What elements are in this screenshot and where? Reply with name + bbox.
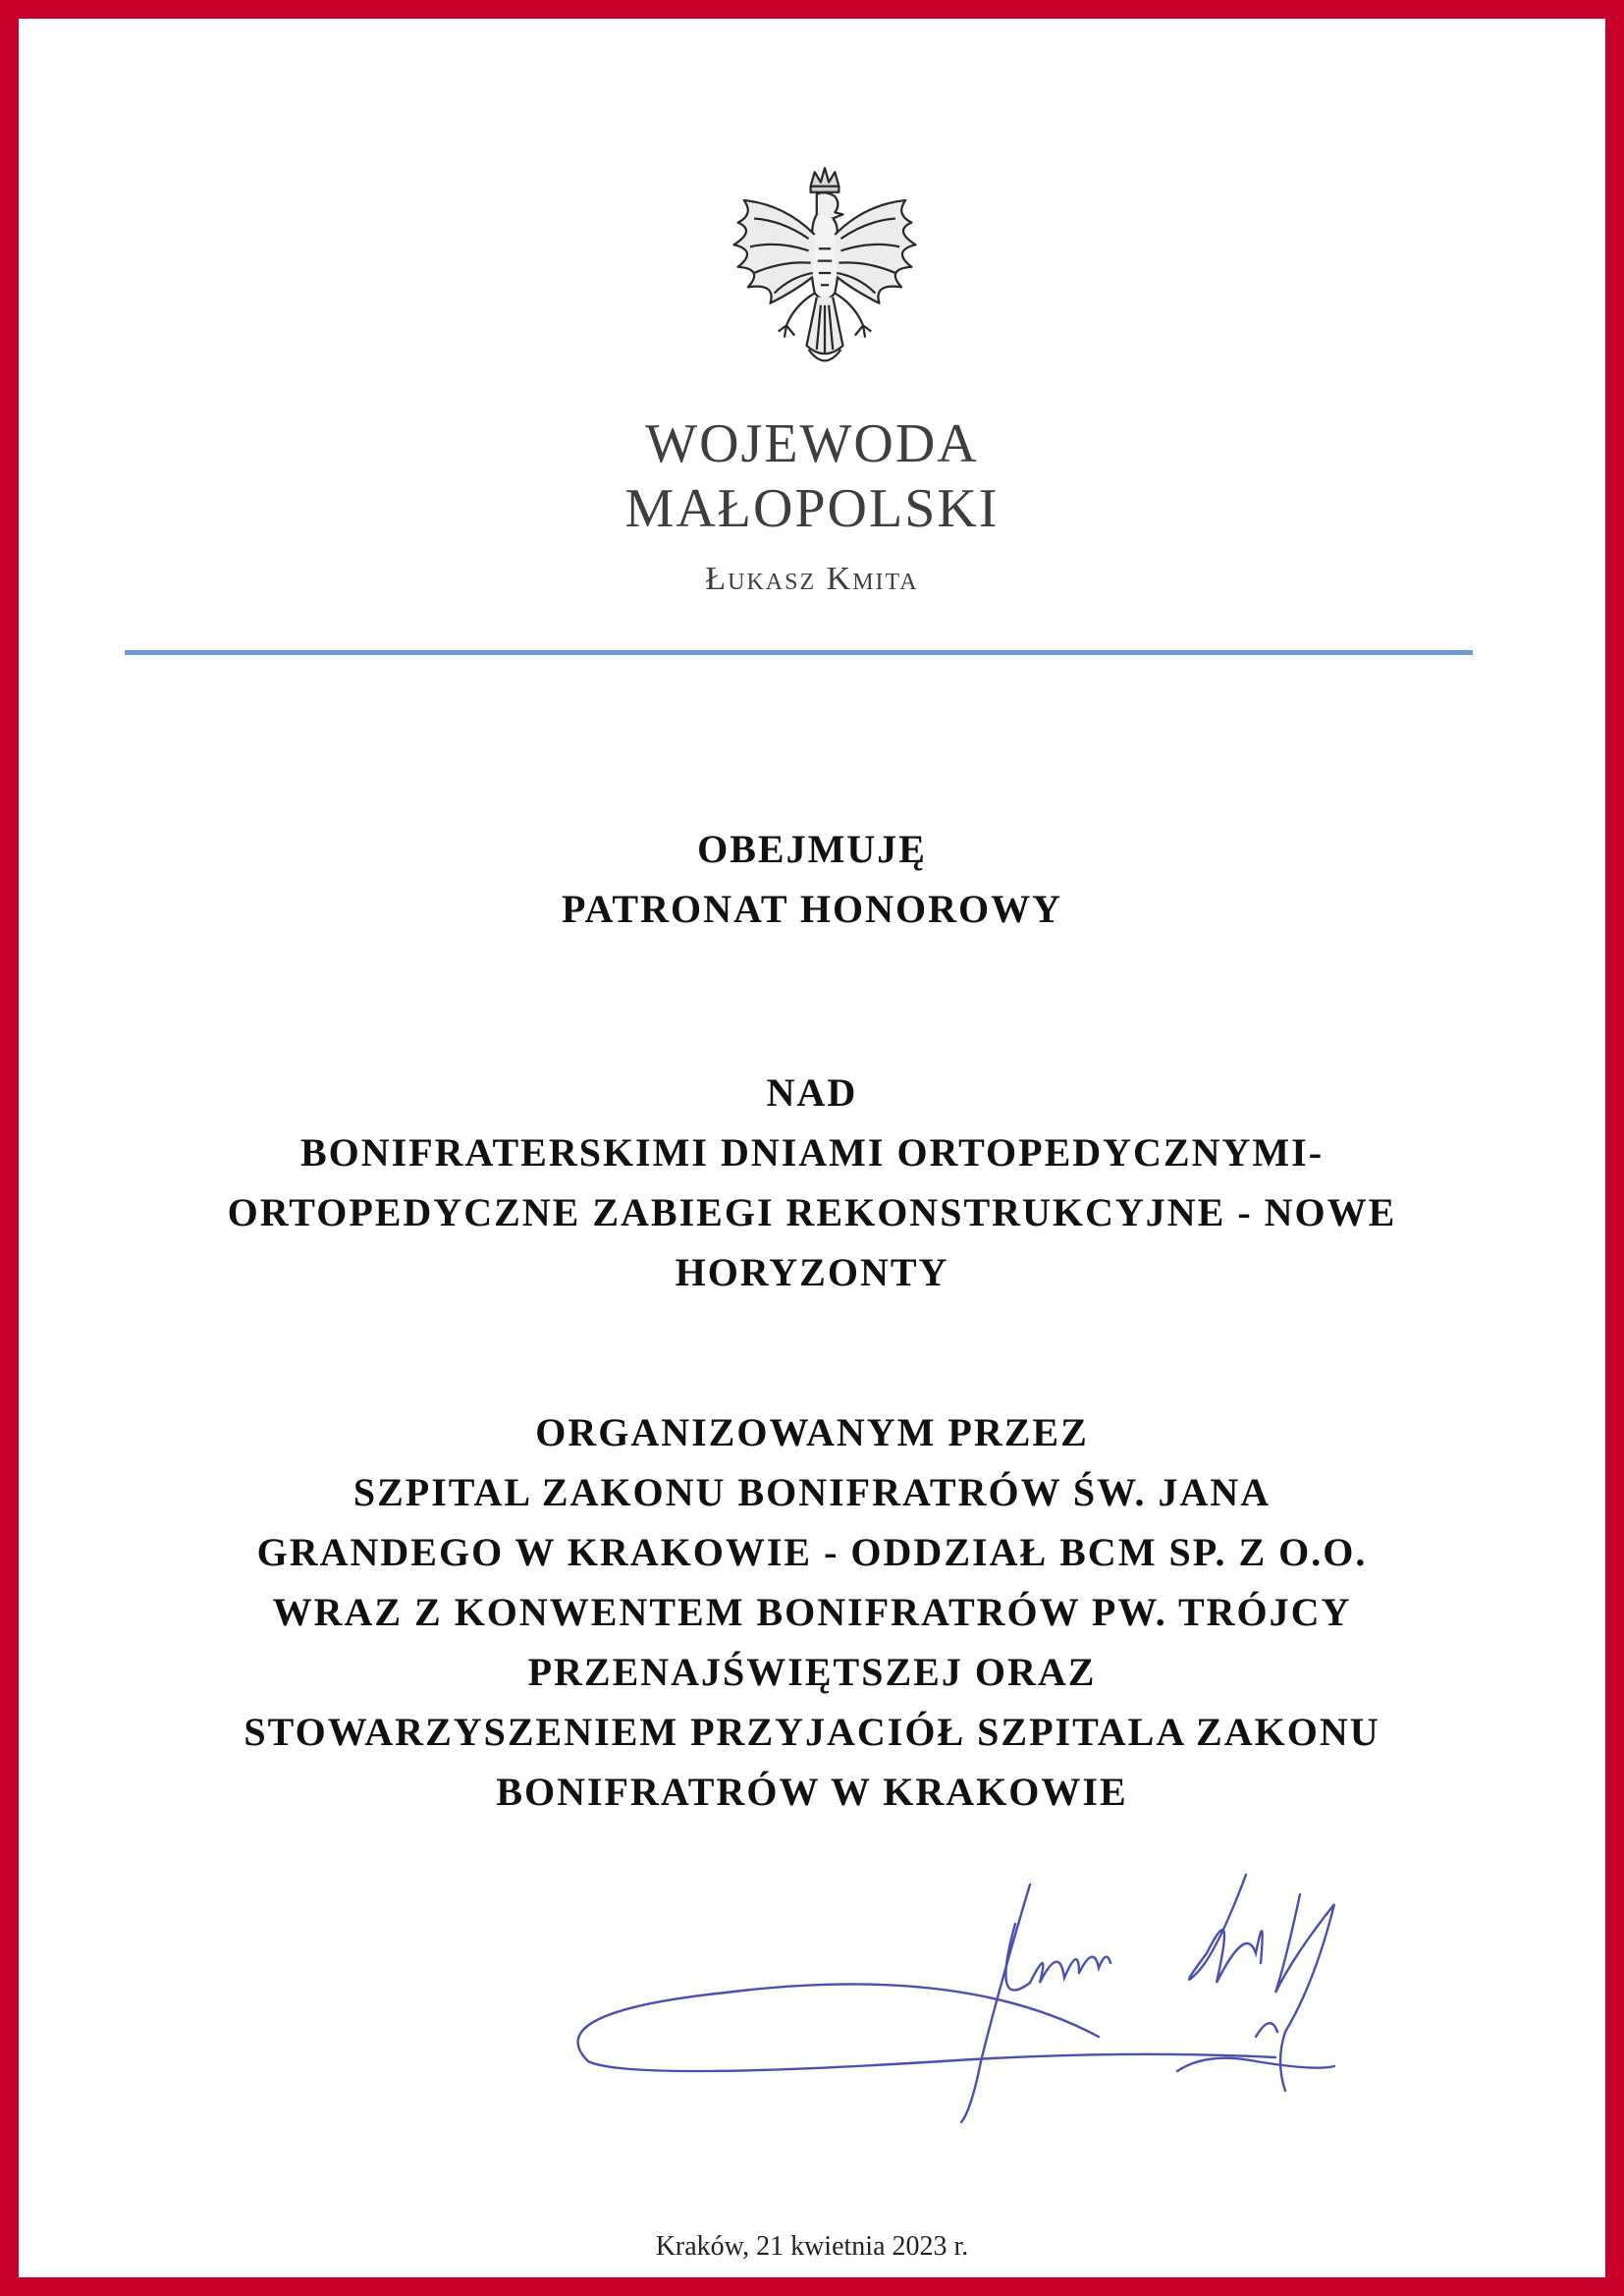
white-eagle-emblem-icon <box>724 164 926 386</box>
organizers-line: GRANDEGO W KRAKOWIE - ODDZIAŁ BCM SP. Z O.O. <box>256 1530 1368 1574</box>
event-line: ORTOPEDYCZNE ZABIEGI REKONSTRUKCYJNE - NOWE <box>227 1190 1397 1234</box>
patronage-line: OBEJMUJĘ <box>697 827 927 871</box>
issuer-title-line2: MAŁOPOLSKI <box>624 478 1000 539</box>
organizers-line: ORGANIZOWANYM PRZEZ <box>535 1410 1089 1454</box>
patronage-line: PATRONAT HONOROWY <box>562 887 1062 931</box>
place-and-date: Kraków, 21 kwietnia 2023 r. <box>655 2231 969 2262</box>
event-line: HORYZONTY <box>675 1250 949 1294</box>
organizers-statement <box>136 1402 1488 1822</box>
issuer-title-line1: WOJEWODA <box>645 413 979 474</box>
signature-icon <box>568 1865 1491 2140</box>
organizers-line: PRZENAJŚWIĘTSZEJ ORAZ <box>527 1650 1097 1694</box>
patronage-statement <box>136 819 1488 939</box>
event-line: BONIFRATERSKIMI DNIAMI ORTOPEDYCZNYMI- <box>299 1130 1325 1175</box>
organizers-line: BONIFRATRÓW W KRAKOWIE <box>496 1770 1128 1814</box>
event-line: NAD <box>766 1070 858 1115</box>
organizers-line: WRAZ Z KONWENTEM BONIFRATRÓW PW. TRÓJCY <box>272 1590 1352 1634</box>
official-name: Łukasz Kmita <box>705 561 919 597</box>
organizers-line: SZPITAL ZAKONU BONIFRATRÓW ŚW. JANA <box>352 1470 1272 1514</box>
header-divider <box>125 650 1473 655</box>
event-statement <box>136 1063 1488 1302</box>
organizers-line: STOWARZYSZENIEM PRZYJACIÓŁ SZPITALA ZAKONU <box>244 1710 1380 1754</box>
